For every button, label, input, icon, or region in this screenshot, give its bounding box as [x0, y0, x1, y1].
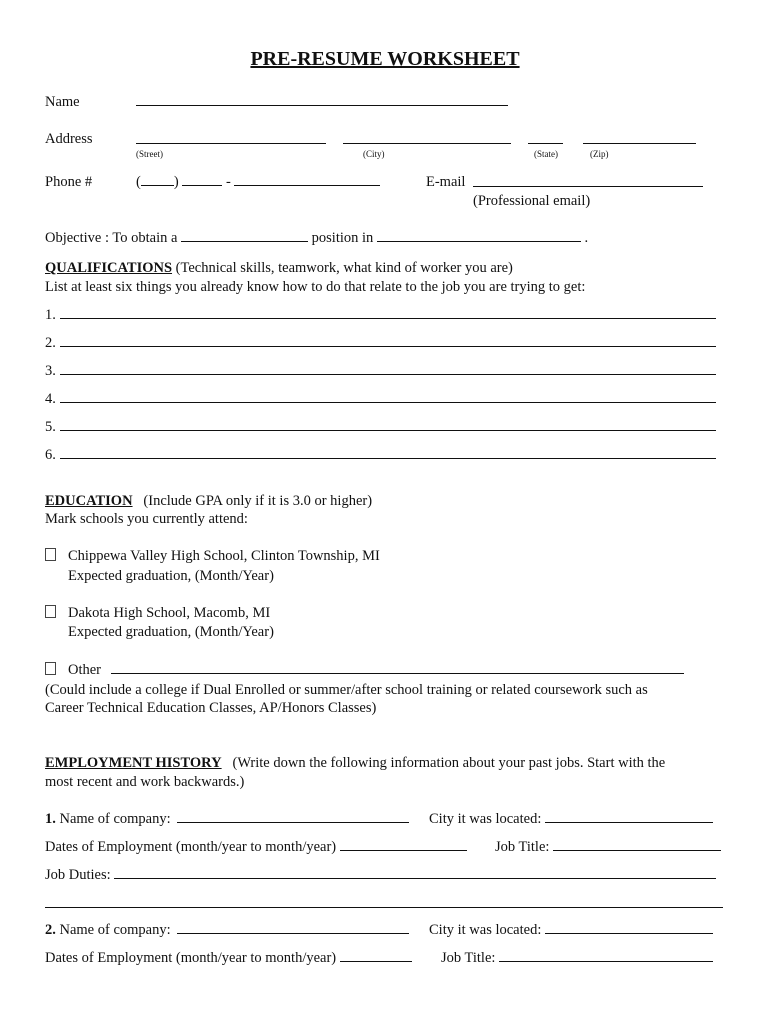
phone-field[interactable] — [136, 173, 380, 191]
duties-label: Job Duties: — [45, 867, 111, 883]
education-heading-line — [45, 492, 372, 510]
company-label: Name of company: — [59, 811, 171, 827]
objective-middle: position in — [311, 230, 374, 246]
address-label: Address — [45, 131, 93, 147]
zip-caption: (Zip) — [590, 149, 609, 159]
objective-prefix: Objective : To obtain a — [45, 230, 178, 246]
other-field[interactable] — [111, 661, 684, 674]
qualification-line-3: 3. — [45, 362, 716, 380]
phone-close-paren: ) — [173, 174, 179, 190]
qualifications-heading-line — [45, 259, 513, 277]
job2-city-field[interactable] — [545, 921, 713, 934]
city-field[interactable] — [343, 131, 511, 144]
employment-heading-line — [45, 754, 665, 772]
school1-checkbox[interactable] — [45, 548, 56, 561]
job1-dates-field[interactable] — [340, 838, 467, 851]
qualification-field[interactable] — [60, 446, 716, 459]
email-caption: (Professional email) — [473, 193, 591, 209]
objective-suffix: . — [584, 230, 589, 246]
school2-name: Dakota High School, Macomb, MI — [68, 605, 271, 621]
job1-duties-line — [45, 866, 716, 884]
job1-company-field[interactable] — [177, 810, 409, 823]
qualifications-note: (Technical skills, teamwork, what kind of worker you are) — [175, 260, 513, 276]
zip-field[interactable] — [583, 131, 696, 144]
dates-label: Dates of Employment (month/year to month/year) — [45, 950, 337, 966]
job1-title-field[interactable] — [553, 838, 721, 851]
job1-company-line — [45, 810, 409, 828]
other-note-line2: Career Technical Education Classes, AP/Honors Classes) — [45, 700, 377, 716]
job2-company-field[interactable] — [177, 921, 409, 934]
qualification-line-6: 6. — [45, 446, 716, 464]
job2-dates-line — [45, 949, 412, 967]
employment-note-line1: (Write down the following information about your past jobs. Start with the — [232, 755, 666, 771]
email-label: E-mail — [426, 174, 466, 190]
objective-position-field[interactable] — [181, 229, 308, 242]
school1-name: Chippewa Valley High School, Clinton Township, MI — [68, 548, 380, 564]
job2-city-line — [429, 921, 713, 939]
qualification-line-2: 2. — [45, 334, 716, 352]
phone-label: Phone # — [45, 174, 93, 190]
phone-dash: - — [225, 174, 231, 190]
email-field[interactable] — [473, 174, 703, 187]
other-option[interactable] — [45, 661, 684, 679]
job1-duties-field[interactable] — [114, 866, 716, 879]
employment-heading: EMPLOYMENT HISTORY — [45, 755, 222, 771]
education-instruction: Mark schools you currently attend: — [45, 511, 248, 527]
company-label: Name of company: — [59, 922, 171, 938]
name-field[interactable] — [136, 93, 508, 106]
job1-city-field[interactable] — [545, 810, 713, 823]
qualifications-instruction: List at least six things you already know how to do that relate to the job you are trying to get: — [45, 279, 586, 295]
name-label: Name — [45, 94, 80, 110]
school2-option[interactable] — [45, 604, 270, 622]
other-checkbox[interactable] — [45, 662, 56, 675]
other-note-line1: (Could include a college if Dual Enrolled or summer/after school training or related coursework such as — [45, 682, 648, 698]
qualifications-heading: QUALIFICATIONS — [45, 260, 173, 276]
qualification-line-5: 5. — [45, 418, 716, 436]
job1-city-line — [429, 810, 713, 828]
qualification-line-1: 1. — [45, 306, 716, 324]
school1-option[interactable] — [45, 547, 380, 565]
school1-grad: Expected graduation, (Month/Year) — [68, 568, 274, 584]
job-title-label: Job Title: — [441, 950, 496, 966]
other-label: Other — [68, 662, 102, 678]
school2-checkbox[interactable] — [45, 605, 56, 618]
job1-dates-line — [45, 838, 467, 856]
education-heading: EDUCATION — [45, 493, 133, 509]
job1-title-line — [495, 838, 721, 856]
city-label: City it was located: — [429, 811, 542, 827]
job2-company-line — [45, 921, 409, 939]
job-title-label: Job Title: — [495, 839, 550, 855]
school2-grad: Expected graduation, (Month/Year) — [68, 624, 274, 640]
job1-duties-field-2[interactable] — [45, 895, 723, 908]
objective-line — [45, 229, 588, 247]
street-field[interactable] — [136, 131, 326, 144]
qualification-field[interactable] — [60, 306, 716, 319]
state-field[interactable] — [528, 131, 563, 144]
objective-field-field[interactable] — [377, 229, 581, 242]
job2-dates-field[interactable] — [340, 949, 412, 962]
street-caption: (Street) — [136, 149, 163, 159]
employment-note-line2: most recent and work backwards.) — [45, 774, 245, 790]
qualification-field[interactable] — [60, 362, 716, 375]
qualification-field[interactable] — [60, 390, 716, 403]
state-caption: (State) — [534, 149, 558, 159]
dates-label: Dates of Employment (month/year to month/year) — [45, 839, 337, 855]
job2-title-line — [441, 949, 713, 967]
page-title: PRE-RESUME WORKSHEET — [250, 48, 520, 70]
qualification-field[interactable] — [60, 418, 716, 431]
qualification-line-4: 4. — [45, 390, 716, 408]
education-note: (Include GPA only if it is 3.0 or higher) — [143, 493, 373, 509]
city-label: City it was located: — [429, 922, 542, 938]
job2-title-field[interactable] — [499, 949, 713, 962]
job1-number: 1. — [45, 811, 56, 827]
phone-open-paren: ( — [136, 174, 141, 190]
city-caption: (City) — [363, 149, 385, 159]
job2-number: 2. — [45, 922, 56, 938]
qualification-field[interactable] — [60, 334, 716, 347]
